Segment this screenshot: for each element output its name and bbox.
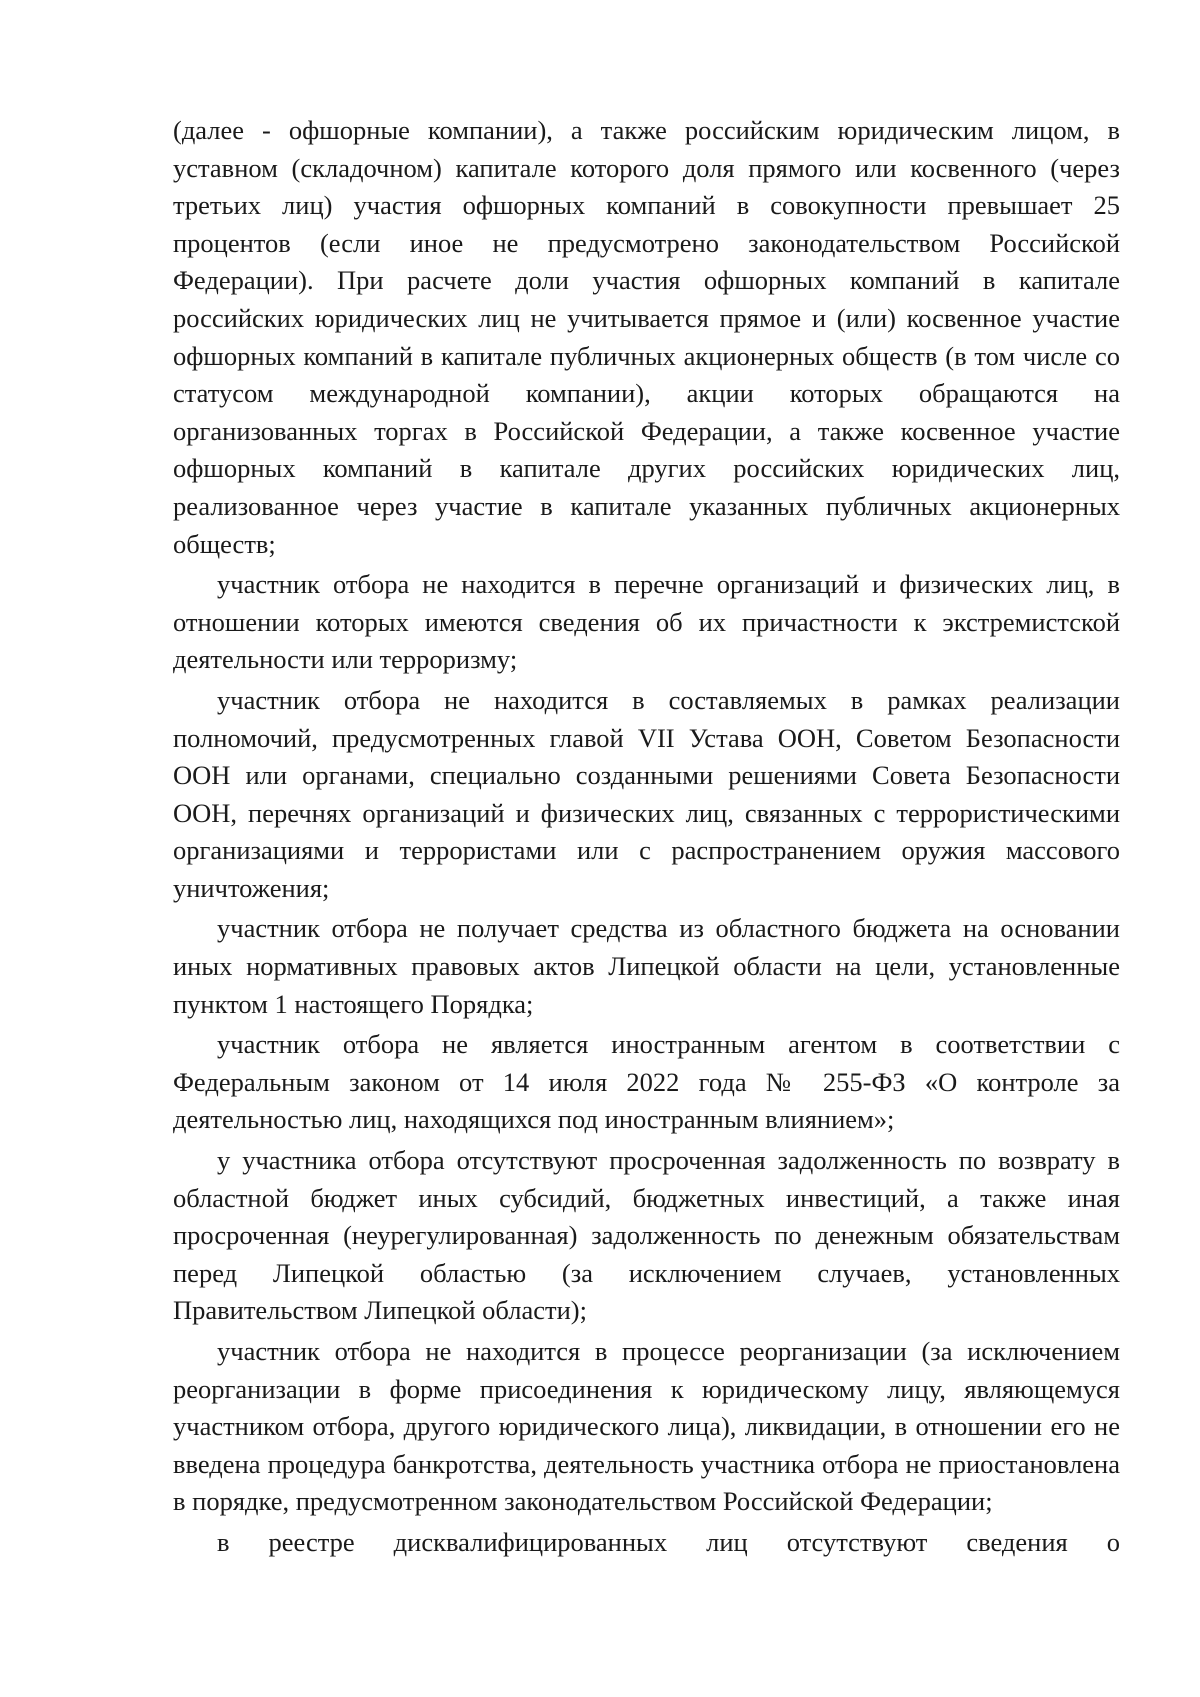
paragraph-reorganization: участник отбора не находится в процессе реорганизации (за исключением реорганизации в форме присоединения к юридическому лицу, являющемуся участником отбора, другого юридического лица), ликвидации, в отношении его не введена процедура банкротства, деятельность участника отбора не приостановлена в порядке, предусмотренном законодательством Российской Федерации; (173, 1336, 1120, 1517)
paragraph-offshore: (далее - офшорные компании), а также российским юридическим лицом, в уставном (складочном) капитале которого доля прямого или косвенного (через третьих лиц) участия офшорных компаний в совокупности превышает 25 процентов (если иное не предусмотрено законодательством Российской Федерации). При расчете доли участия офшорных компаний в капитале российских юридических лиц не учитывается прямое и (или) косвенное участие офшорных компаний в капитале публичных акционерных обществ (в том числе со статусом международной компании), акции которых обращаются на организованных торгах в Российской Федерации, а также косвенное участие офшорных компаний в капитале других российских юридических лиц, реализованное через участие в капитале указанных публичных акционерных обществ; (173, 115, 1120, 559)
paragraph-other-funding: участник отбора не получает средства из областного бюджета на основании иных нормативных правовых актов Липецкой области на цели, установленные пунктом 1 настоящего Порядка; (173, 913, 1120, 1019)
paragraph-disqualified-registry: в реестре дисквалифицированных лиц отсутствуют сведения о (217, 1526, 1120, 1557)
paragraph-debt: у участника отбора отсутствуют просроченная задолженность по возврату в областной бюджет иных субсидий, бюджетных инвестиций, а также иная просроченная (неурегулированная) задолженность по денежным обязательствам перед Липецкой областью (за исключением случаев, установленных Правительством Липецкой области); (173, 1145, 1120, 1326)
document-body (173, 112, 1120, 1565)
paragraph-un-sanctions: участник отбора не находится в составляемых в рамках реализации полномочий, предусмотренных главой VII Устава ООН, Советом Безопасности ООН или органами, специально созданными решениями Совета Безопасности ООН, перечнях организаций и физических лиц, связанных с террористическими организациями и террористами или с распространением оружия массового уничтожения; (173, 684, 1120, 903)
paragraph-foreign-agent: участник отбора не является иностранным агентом в соответствии с Федеральным законом от 14 июля 2022 года № 255-ФЗ «О контроле за деятельностью лиц, находящихся под иностранным влиянием»; (173, 1029, 1120, 1135)
paragraph-extremism: участник отбора не находится в перечне организаций и физических лиц, в отношении которых имеются сведения об их причастности к экстремистской деятельности или терроризму; (173, 569, 1120, 675)
